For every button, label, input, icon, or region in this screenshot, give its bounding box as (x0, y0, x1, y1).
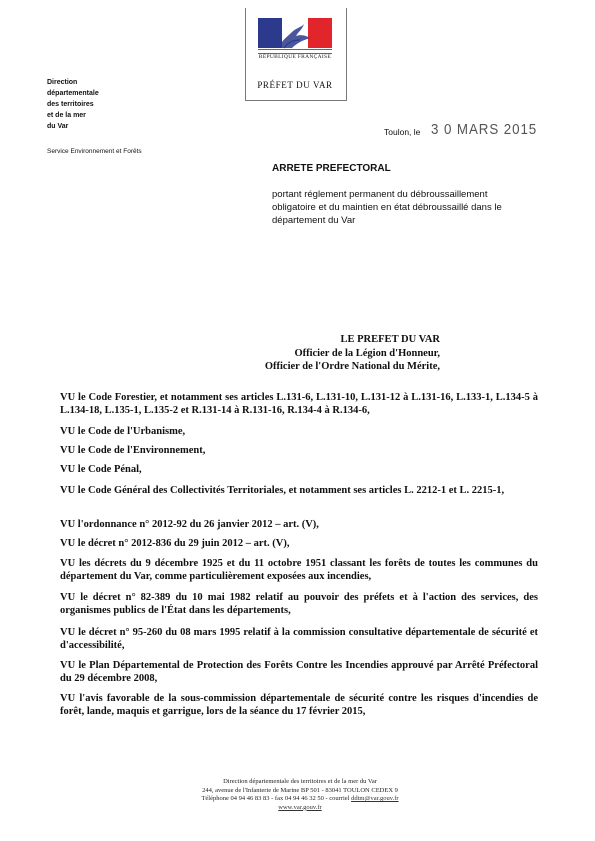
date-stamp: 3 0 MARS 2015 (431, 122, 538, 138)
vu-paragraph: VU le Code Général des Collectivités Territoriales, et notamment ses articles L. 2212-1 et L. 2215-1, (60, 485, 505, 496)
arrete-subtitle-line: département du Var (272, 215, 356, 226)
sender-line-5: du Var (47, 123, 69, 130)
footer (160, 778, 440, 812)
footer-email-link[interactable]: ddtm@var.gouv.fr (351, 795, 399, 803)
vu-paragraph: VU le décret n° 2012-836 du 29 juin 2012 – art. (V), (60, 538, 290, 549)
footer-org: Direction départementale des territoires et de la mer du Var (223, 778, 377, 785)
prefet-honour-2: Officier de l'Ordre National du Mérite, (264, 361, 440, 372)
republique-francaise-text: RÉPUBLIQUE FRANÇAISE (258, 54, 332, 60)
vu-paragraph: VU le Code Pénal, (60, 464, 142, 475)
arrete-title: ARRETE PREFECTORAL (272, 163, 391, 174)
footer-phone-fax: Téléphone 04 94 46 83 83 - fax 04 94 46 32 50 - courriel (201, 795, 352, 803)
vu-paragraph: VU le Plan Départemental de Protection des Forêts Contre les Incendies approuvé par Arrêté Préfectoral du 29 décembre 2008, (60, 660, 538, 685)
vu-paragraph: VU le décret n° 82-389 du 10 mai 1982 relatif au pouvoir des préfets et à l'action des services, des organismes publics de l'État dans les départements, (60, 592, 538, 617)
vu-paragraph: VU l'avis favorable de la sous-commission départementale de sécurité contre les risques d'incendies de forêt, lande, maquis et garrigue, lors de la séance du 17 février 2015, (60, 693, 538, 718)
vu-paragraph: VU le Code Forestier, et notamment ses articles L.131-6, L.131-10, L.131-12 à L.131-16, L.133-1, L.134-5 à L.134-18, L.135-1, L.135-2 et R.131-14 à R.131-16, R.134-4 à R.134-6, (60, 392, 538, 417)
arrete-subtitle (272, 188, 542, 227)
service-name: Service Environnement et Forêts (47, 148, 142, 155)
prefet-honour-1: Officier de la Légion d'Honneur, (294, 347, 440, 359)
sender-line-4: et de la mer (47, 112, 86, 119)
vu-paragraph: VU le décret n° 95-260 du 08 mars 1995 relatif à la commission consultative départementale de sécurité et d'accessibilité, (60, 627, 538, 652)
prefet-block (200, 333, 440, 374)
vu-paragraph: VU l'ordonnance n° 2012-92 du 26 janvier 2012 – art. (V), (60, 519, 319, 530)
prefet-title: LE PREFET DU VAR (340, 334, 440, 345)
sender-line-1: Direction (47, 79, 78, 86)
sender-line-3: des territoires (47, 101, 94, 108)
vu-paragraph: VU les décrets du 9 décembre 1925 et du 11 octobre 1951 classant les forêts de toutes les communes du département du Var, comme particulièrement exposées aux incendies, (60, 558, 538, 583)
prefet-du-var-label: PRÉFET DU VAR (257, 80, 333, 90)
sender-line-2: départementale (47, 90, 99, 97)
arrete-subtitle-line: obligatoire et du maintien en état débroussaillé dans le (272, 202, 502, 213)
vu-paragraph: VU le Code de l'Urbanisme, (60, 426, 186, 437)
footer-website-link[interactable]: www.var.gouv.fr (278, 803, 322, 811)
vu-paragraph: VU le Code de l'Environnement, (60, 445, 206, 456)
footer-address: 244, avenue de l'Infanterie de Marine BP 501 - 83041 TOULON CEDEX 9 (202, 786, 398, 794)
date-place: Toulon, le (384, 127, 421, 137)
arrete-subtitle-line: portant réglement permanent du débroussaillement (272, 189, 488, 200)
footer-contact (160, 795, 440, 804)
marianne-logo-icon (258, 18, 332, 52)
